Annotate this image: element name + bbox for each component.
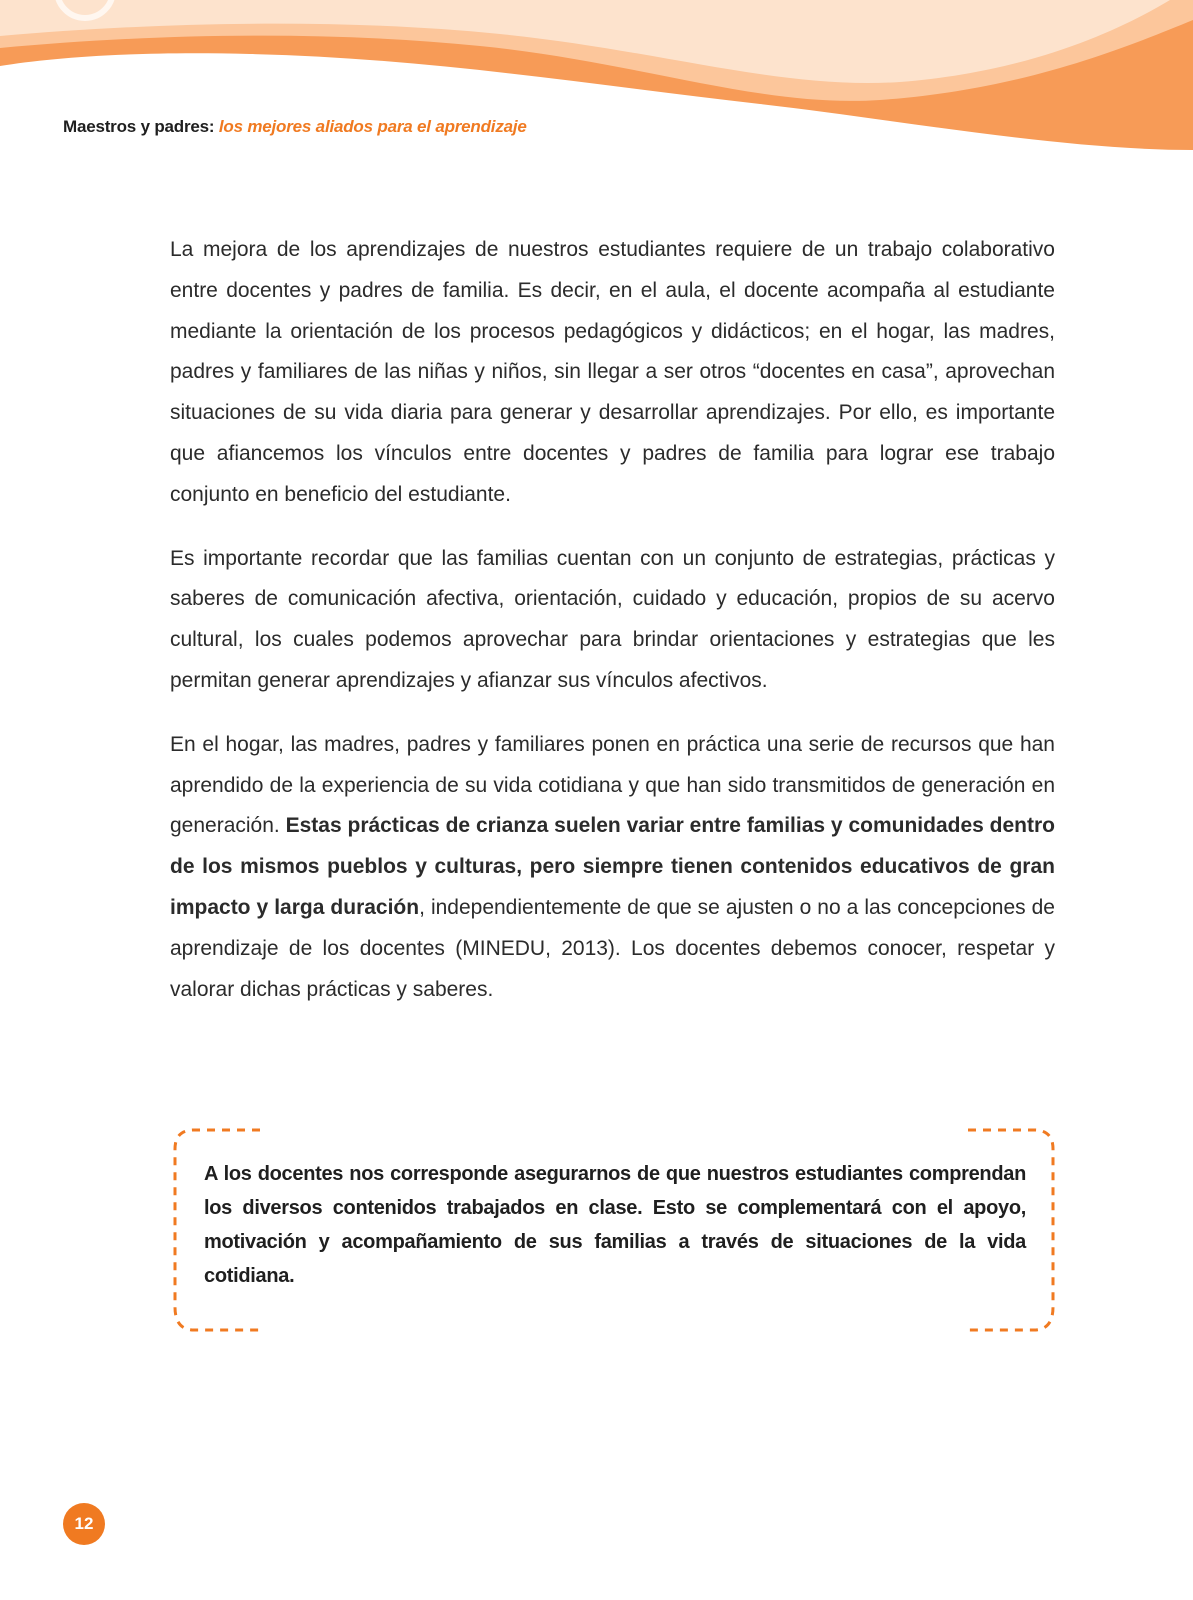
- paragraph-3: [170, 725, 1055, 1011]
- paragraph-3-end: , independientemente de que se ajusten o no a las concepciones de aprendizaje de los docentes (MINEDU, 2013). Los docentes debemos conocer, respetar y valorar dichas prácticas y saberes.: [170, 895, 1055, 1001]
- page-number: 12: [74, 1514, 94, 1533]
- paragraph-1: La mejora de los aprendizajes de nuestros estudiantes requiere de un trabajo colaborativo entre docentes y padres de familia. Es decir, en el aula, el docente acompaña al estudiante mediante la orientación de los procesos pedagógicos y didácticos; en el hogar, las madres, padres y familiares de las niñas y niños, sin llegar a ser otros “docentes en casa”, aprovechan situaciones de su vida diaria para generar y desarrollar aprendizajes. Por ello, es importante que afiancemos los vínculos entre docentes y padres de familia para lograr ese trabajo conjunto en beneficio del estudiante.: [170, 238, 1055, 506]
- callout-box: [172, 1127, 1056, 1333]
- callout-text: A los docentes nos corresponde asegurarnos de que nuestros estudiantes comprendan los diversos contenidos trabajados en clase. Esto se complementará con el apoyo, motivación y acompañamiento de sus familias a través de situaciones de la vida cotidiana.: [204, 1163, 1026, 1287]
- paragraph-3-bold: Estas prácticas de crianza suelen variar entre familias y comunidades dentro de los mismos pueblos y culturas, pero siempre tienen contenidos educativos de gran impacto y larga duración: [170, 814, 1055, 919]
- header-title-accent: los mejores aliados para el aprendizaje: [218, 117, 527, 136]
- paragraph-2: Es importante recordar que las familias cuentan con un conjunto de estrategias, prácticas y saberes de comunicación afectiva, orientación, cuidado y educación, propios de su acervo cultural, los cuales podemos aprovechar para brindar orientaciones y estrategias que les permitan generar aprendizajes y afianzar sus vínculos afectivos.: [170, 546, 1055, 692]
- body-text: [170, 230, 1055, 1033]
- header-title-main: Maestros y padres:: [63, 117, 219, 136]
- paragraph-3-start: En el hogar, las madres, padres y familiares ponen en práctica una serie de recursos que han aprendido de la experiencia de su vida cotidiana y que han sido transmitidos de generación en generación.: [170, 732, 1055, 838]
- page-number-badge: [63, 1503, 105, 1545]
- running-header: [63, 117, 527, 137]
